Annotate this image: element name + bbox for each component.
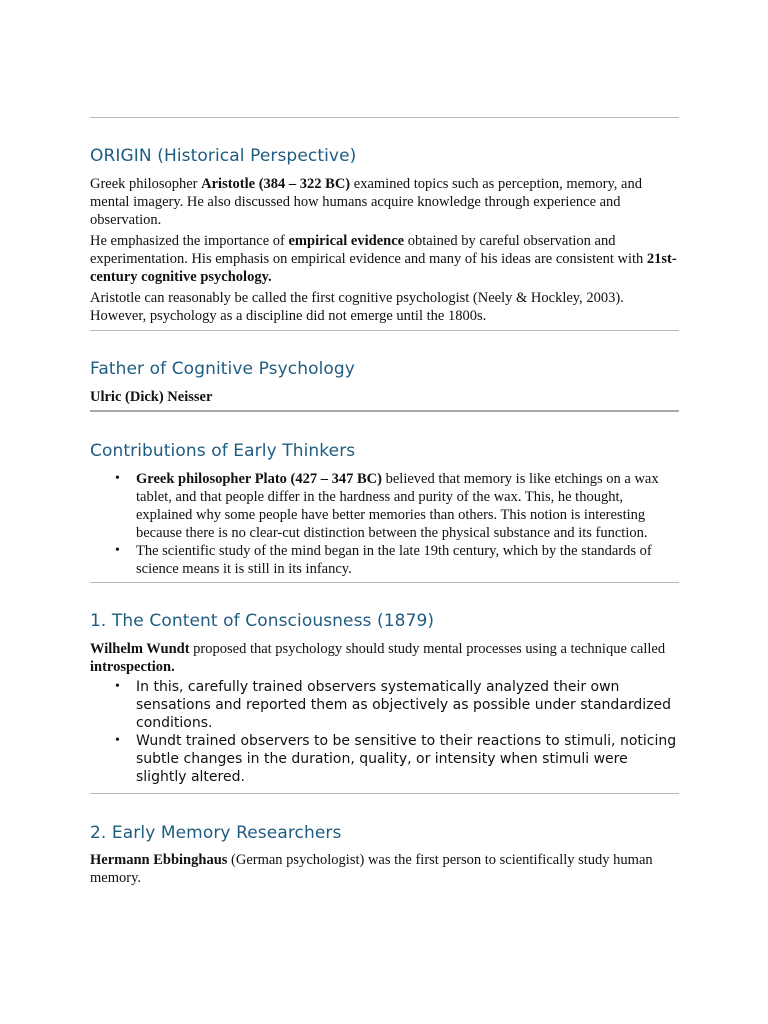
list-item: • Greek philosopher Plato (427 – 347 BC) believed that memory is like etchings on a wax tablet, and that people differ in the hardness and purity of the wax. This, he thought, explained why some people have better memories than others. This notion is interesting because there is no clear-cut distinction between the physical substance and its function. — [136, 470, 679, 542]
list-item: • In this, carefully trained observers systematically analyzed their own sensations and reported them as objectively as possible under standardized conditions. — [136, 678, 679, 732]
consciousness-list — [90, 678, 679, 786]
origin-paragraph-3: Aristotle can reasonably be called the first cognitive psychologist (Neely & Hockley, 2003). However, psychology as a discipline did not emerge until the 1800s. — [90, 290, 624, 324]
divider — [90, 117, 679, 118]
empirical-evidence-bold: empirical evidence — [288, 233, 405, 249]
list-item: • The scientific study of the mind began in the late 19th century, which by the standards of science means it is still in its infancy. — [136, 542, 679, 578]
divider — [90, 410, 679, 412]
memory-paragraph: Hermann Ebbinghaus (German psychologist) was the first person to scientifically study human memory. — [90, 852, 653, 886]
contributions-list — [90, 470, 679, 578]
origin-paragraph-1: Greek philosopher Aristotle (384 – 322 BC) examined topics such as perception, memory, and mental imagery. He also discussed how humans acquire knowledge through experience and observation. — [90, 176, 642, 228]
consciousness-paragraph: Wilhelm Wundt proposed that psychology should study mental processes using a technique called introspection. — [90, 641, 666, 675]
list-item: • Wundt trained observers to be sensitive to their reactions to stimuli, noticing subtle changes in the duration, quality, or intensity when stimuli were slightly altered. — [136, 732, 679, 786]
father-heading: Father of Cognitive Psychology — [90, 359, 355, 379]
origin-section — [90, 175, 679, 325]
origin-paragraph-2: He emphasized the importance of empirical evidence obtained by careful observation and experimentation. His emphasis on empirical evidence and many of his ideas are consistent with 21st-century cognitive psychology. — [90, 233, 677, 285]
memory-heading: 2. Early Memory Researchers — [90, 823, 342, 843]
contributions-heading: Contributions of Early Thinkers — [90, 441, 356, 461]
father-name: Ulric (Dick) Neisser — [90, 389, 213, 405]
divider — [90, 330, 679, 331]
consciousness-heading: 1. The Content of Consciousness (1879) — [90, 611, 435, 631]
origin-heading: ORIGIN (Historical Perspective) — [90, 146, 357, 166]
aristotle-bold: Aristotle (384 – 322 BC) — [201, 176, 351, 192]
divider — [90, 582, 679, 583]
divider — [90, 793, 679, 794]
cognitive-psychology-bold: 21st-century cognitive psychology. — [90, 251, 677, 285]
